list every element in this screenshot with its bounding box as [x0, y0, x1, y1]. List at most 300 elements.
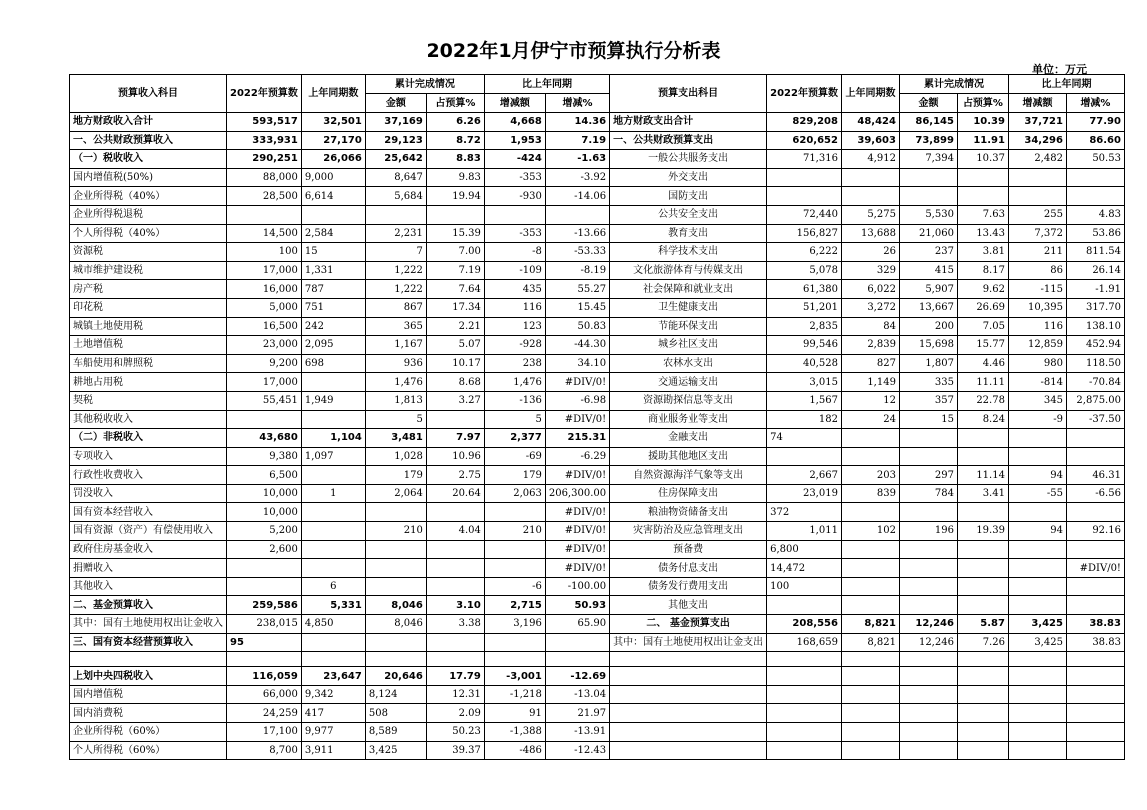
table-cell: -12.69: [545, 667, 609, 686]
table-cell: [957, 685, 1008, 704]
table-row: [70, 391, 1125, 410]
table-cell: [1066, 503, 1124, 522]
table-cell: 13,667: [899, 298, 957, 317]
table-cell: [1008, 652, 1066, 667]
table-cell: [957, 704, 1008, 723]
table-cell: 84: [841, 317, 899, 336]
table-cell: 1,813: [365, 391, 426, 410]
table-cell: 19.39: [957, 522, 1008, 541]
table-cell: 3,272: [841, 298, 899, 317]
table-row: [70, 667, 1125, 686]
table-cell: 13,688: [841, 224, 899, 243]
header-yoy: 比上年同期: [484, 75, 609, 94]
table-cell: 1,953: [484, 131, 545, 150]
table-cell: 城市维护建设税: [70, 261, 227, 280]
table-cell: 1,028: [365, 447, 426, 466]
table-cell: [957, 559, 1008, 578]
table-cell: 51,201: [767, 298, 842, 317]
table-cell: 1,476: [484, 373, 545, 392]
table-cell: [957, 187, 1008, 206]
table-row: [70, 723, 1125, 742]
table-cell: 86: [1008, 261, 1066, 280]
table-cell: -53.33: [545, 243, 609, 262]
table-cell: 751: [301, 298, 365, 317]
table-cell: -1.63: [545, 150, 609, 169]
table-cell: 827: [841, 354, 899, 373]
table-cell: 6.26: [426, 113, 484, 132]
table-cell: 5: [484, 410, 545, 429]
table-cell: 452.94: [1066, 336, 1124, 355]
table-cell: -115: [1008, 280, 1066, 299]
table-cell: 8.24: [957, 410, 1008, 429]
table-row: [70, 559, 1125, 578]
table-cell: 粮油物资储备支出: [610, 503, 767, 522]
table-cell: 839: [841, 484, 899, 503]
table-cell: [957, 723, 1008, 742]
table-cell: 19.94: [426, 187, 484, 206]
table-cell: [1066, 667, 1124, 686]
table-cell: [767, 723, 842, 742]
table-cell: 2,875.00: [1066, 391, 1124, 410]
table-cell: 其他收入: [70, 577, 227, 596]
table-cell: 企业所得税（40%）: [70, 187, 227, 206]
table-cell: 11.14: [957, 466, 1008, 485]
table-cell: 1: [301, 484, 365, 503]
table-cell: 86.60: [1066, 131, 1124, 150]
table-row: [70, 298, 1125, 317]
table-cell: -13.66: [545, 224, 609, 243]
table-cell: 290,251: [227, 150, 302, 169]
table-cell: 72,440: [767, 205, 842, 224]
table-cell: 8,647: [365, 168, 426, 187]
table-cell: -6.98: [545, 391, 609, 410]
table-cell: 32,501: [301, 113, 365, 132]
table-cell: #DIV/0!: [1066, 559, 1124, 578]
table-cell: 2,715: [484, 596, 545, 615]
table-cell: 5,275: [841, 205, 899, 224]
table-cell: 435: [484, 280, 545, 299]
table-cell: [1008, 596, 1066, 615]
table-cell: 40,528: [767, 354, 842, 373]
table-cell: 26.14: [1066, 261, 1124, 280]
table-cell: [899, 596, 957, 615]
table-cell: 317.70: [1066, 298, 1124, 317]
table-cell: 6,800: [767, 540, 842, 559]
table-cell: 38.83: [1066, 615, 1124, 634]
table-cell: [227, 410, 302, 429]
table-cell: 14.36: [545, 113, 609, 132]
table-cell: 7: [365, 243, 426, 262]
table-cell: #DIV/0!: [545, 410, 609, 429]
table-cell: 2,584: [301, 224, 365, 243]
table-cell: 259,586: [227, 596, 302, 615]
table-cell: [610, 667, 767, 686]
table-cell: 9,380: [227, 447, 302, 466]
table-row: [70, 317, 1125, 336]
table-cell: 77.90: [1066, 113, 1124, 132]
header-income-subject: 预算收入科目: [70, 75, 227, 113]
table-cell: [610, 704, 767, 723]
table-cell: 个人所得税（60%）: [70, 741, 227, 760]
table-cell: 7.64: [426, 280, 484, 299]
table-cell: 237: [899, 243, 957, 262]
table-cell: -37.50: [1066, 410, 1124, 429]
table-cell: [899, 652, 957, 667]
table-cell: 2,095: [301, 336, 365, 355]
table-cell: 15: [301, 243, 365, 262]
table-cell: 156,827: [767, 224, 842, 243]
table-cell: 74: [767, 429, 842, 448]
table-cell: 9.62: [957, 280, 1008, 299]
table-cell: 208,556: [767, 615, 842, 634]
table-cell: [841, 168, 899, 187]
table-cell: 102: [841, 522, 899, 541]
table-cell: 50.83: [545, 317, 609, 336]
table-cell: 印花税: [70, 298, 227, 317]
table-cell: [365, 540, 426, 559]
table-cell: [426, 633, 484, 652]
table-cell: [899, 667, 957, 686]
table-row: [70, 704, 1125, 723]
table-cell: 8.68: [426, 373, 484, 392]
table-cell: 5,331: [301, 596, 365, 615]
table-cell: 2,667: [767, 466, 842, 485]
table-cell: 88,000: [227, 168, 302, 187]
table-cell: [301, 466, 365, 485]
table-cell: 242: [301, 317, 365, 336]
table-cell: 4,912: [841, 150, 899, 169]
table-cell: -928: [484, 336, 545, 355]
header-amount: 金额: [365, 94, 426, 113]
table-cell: [1008, 685, 1066, 704]
table-cell: 196: [899, 522, 957, 541]
table-cell: 2.75: [426, 466, 484, 485]
table-cell: 15,698: [899, 336, 957, 355]
table-cell: 1,331: [301, 261, 365, 280]
table-cell: -6.56: [1066, 484, 1124, 503]
budget-table: [69, 74, 1125, 760]
table-cell: [1066, 704, 1124, 723]
table-cell: 27,170: [301, 131, 365, 150]
table-cell: 867: [365, 298, 426, 317]
table-cell: 3,015: [767, 373, 842, 392]
table-cell: 7.19: [426, 261, 484, 280]
table-cell: -12.43: [545, 741, 609, 760]
table-cell: 交通运输支出: [610, 373, 767, 392]
table-cell: 14,500: [227, 224, 302, 243]
table-cell: 企业所得税（60%）: [70, 723, 227, 742]
table-cell: 社会保障和就业支出: [610, 280, 767, 299]
table-cell: 3,425: [1008, 633, 1066, 652]
header-prior-year-exp: 上年同期数: [841, 75, 899, 113]
table-cell: 200: [899, 317, 957, 336]
table-cell: #DIV/0!: [545, 540, 609, 559]
table-cell: 86,145: [899, 113, 957, 132]
table-cell: [426, 652, 484, 667]
table-cell: [227, 577, 302, 596]
table-row: [70, 224, 1125, 243]
table-cell: 车船使用和牌照税: [70, 354, 227, 373]
table-cell: 255: [1008, 205, 1066, 224]
table-cell: 508: [365, 704, 426, 723]
table-cell: 15: [899, 410, 957, 429]
table-row: [70, 205, 1125, 224]
table-cell: [484, 540, 545, 559]
table-cell: 10,000: [227, 484, 302, 503]
table-cell: 4.46: [957, 354, 1008, 373]
table-cell: 8,046: [365, 596, 426, 615]
table-cell: [301, 540, 365, 559]
table-cell: 8.72: [426, 131, 484, 150]
table-cell: [1008, 741, 1066, 760]
table-cell: 3,196: [484, 615, 545, 634]
table-cell: [767, 187, 842, 206]
table-cell: [1008, 447, 1066, 466]
table-cell: [426, 205, 484, 224]
table-cell: 国内增值税(50%): [70, 168, 227, 187]
table-row: [70, 741, 1125, 760]
table-cell: -3.92: [545, 168, 609, 187]
table-cell: -14.06: [545, 187, 609, 206]
table-cell: 17,100: [227, 723, 302, 742]
table-cell: [365, 503, 426, 522]
table-cell: [365, 633, 426, 652]
table-cell: 11.11: [957, 373, 1008, 392]
table-cell: 203: [841, 466, 899, 485]
table-cell: 5,078: [767, 261, 842, 280]
table-cell: [767, 667, 842, 686]
table-cell: 专项收入: [70, 447, 227, 466]
table-cell: 2,064: [365, 484, 426, 503]
table-cell: [841, 187, 899, 206]
table-cell: 2,063: [484, 484, 545, 503]
table-cell: 168,659: [767, 633, 842, 652]
table-cell: [767, 704, 842, 723]
table-cell: 12,246: [899, 633, 957, 652]
table-cell: 372: [767, 503, 842, 522]
table-cell: 17.79: [426, 667, 484, 686]
table-cell: 95: [227, 633, 302, 652]
table-cell: 9,342: [301, 685, 365, 704]
table-row: [70, 410, 1125, 429]
table-cell: -424: [484, 150, 545, 169]
table-cell: 2,377: [484, 429, 545, 448]
table-cell: [899, 429, 957, 448]
table-cell: [767, 447, 842, 466]
table-cell: 46.31: [1066, 466, 1124, 485]
table-cell: [1008, 187, 1066, 206]
table-cell: [610, 652, 767, 667]
table-cell: 3.10: [426, 596, 484, 615]
table-cell: 55.27: [545, 280, 609, 299]
table-cell: 5,907: [899, 280, 957, 299]
table-cell: 66,000: [227, 685, 302, 704]
table-cell: [899, 577, 957, 596]
table-cell: [1066, 741, 1124, 760]
table-cell: 卫生健康支出: [610, 298, 767, 317]
table-cell: #DIV/0!: [545, 559, 609, 578]
table-cell: [1066, 577, 1124, 596]
table-row: [70, 685, 1125, 704]
table-cell: 金融支出: [610, 429, 767, 448]
table-cell: 城镇土地使用税: [70, 317, 227, 336]
table-cell: 8,589: [365, 723, 426, 742]
table-cell: 7.00: [426, 243, 484, 262]
table-cell: [1066, 596, 1124, 615]
table-cell: 一般公共服务支出: [610, 150, 767, 169]
table-cell: 14,472: [767, 559, 842, 578]
table-cell: 29,123: [365, 131, 426, 150]
table-cell: 73,899: [899, 131, 957, 150]
header-change-amount: 增减额: [484, 94, 545, 113]
table-cell: 3.38: [426, 615, 484, 634]
table-cell: [301, 410, 365, 429]
table-cell: 资源税: [70, 243, 227, 262]
table-cell: -109: [484, 261, 545, 280]
table-cell: [899, 741, 957, 760]
table-cell: 593,517: [227, 113, 302, 132]
table-cell: 6,022: [841, 280, 899, 299]
table-cell: [227, 559, 302, 578]
table-cell: -814: [1008, 373, 1066, 392]
table-cell: -353: [484, 224, 545, 243]
table-cell: 20,646: [365, 667, 426, 686]
header-cumulative: 累计完成情况: [365, 75, 484, 94]
table-cell: [767, 168, 842, 187]
table-cell: 7.26: [957, 633, 1008, 652]
table-cell: [70, 652, 227, 667]
table-cell: 9,200: [227, 354, 302, 373]
table-cell: 811.54: [1066, 243, 1124, 262]
header-change-pct-exp: 增减%: [1066, 94, 1124, 113]
table-cell: [841, 704, 899, 723]
table-cell: 24: [841, 410, 899, 429]
table-cell: [545, 205, 609, 224]
table-cell: 10,000: [227, 503, 302, 522]
table-cell: #DIV/0!: [545, 373, 609, 392]
table-cell: 8,700: [227, 741, 302, 760]
table-cell: 自然资源海洋气象等支出: [610, 466, 767, 485]
table-cell: 4.83: [1066, 205, 1124, 224]
table-cell: 1,011: [767, 522, 842, 541]
table-cell: [484, 503, 545, 522]
table-cell: 10.37: [957, 150, 1008, 169]
table-cell: 3,425: [365, 741, 426, 760]
table-cell: [1008, 429, 1066, 448]
table-cell: 3.41: [957, 484, 1008, 503]
table-cell: 政府住房基金收入: [70, 540, 227, 559]
table-cell: [301, 205, 365, 224]
table-cell: 教育支出: [610, 224, 767, 243]
table-cell: 1,807: [899, 354, 957, 373]
page-title: 2022年1月伊宁市预算执行分析表: [426, 40, 721, 62]
table-cell: -100.00: [545, 577, 609, 596]
table-cell: [767, 685, 842, 704]
table-cell: [545, 652, 609, 667]
table-cell: 23,647: [301, 667, 365, 686]
table-cell: 53.86: [1066, 224, 1124, 243]
table-cell: 37,169: [365, 113, 426, 132]
table-cell: 一、公共财政预算收入: [70, 131, 227, 150]
table-cell: [301, 559, 365, 578]
header-cumulative-exp: 累计完成情况: [899, 75, 1008, 94]
table-cell: 文化旅游体育与传媒支出: [610, 261, 767, 280]
table-cell: 12,246: [899, 615, 957, 634]
table-cell: #DIV/0!: [545, 503, 609, 522]
table-cell: [1008, 577, 1066, 596]
table-cell: [841, 685, 899, 704]
table-cell: （二）非税收入: [70, 429, 227, 448]
table-cell: 8,124: [365, 685, 426, 704]
header-amount-exp: 金额: [899, 94, 957, 113]
table-cell: 48,424: [841, 113, 899, 132]
table-cell: 行政性收费收入: [70, 466, 227, 485]
table-cell: 335: [899, 373, 957, 392]
table-cell: 238: [484, 354, 545, 373]
table-cell: -13.04: [545, 685, 609, 704]
table-cell: [1066, 187, 1124, 206]
table-cell: 6,222: [767, 243, 842, 262]
table-cell: 26.69: [957, 298, 1008, 317]
table-row: [70, 540, 1125, 559]
table-cell: [301, 652, 365, 667]
table-cell: 211: [1008, 243, 1066, 262]
table-cell: -55: [1008, 484, 1066, 503]
table-cell: 1,149: [841, 373, 899, 392]
table-row: [70, 596, 1125, 615]
table-cell: 其中：国有土地使用权出让金收入: [70, 615, 227, 634]
table-cell: [610, 723, 767, 742]
table-cell: [957, 447, 1008, 466]
table-cell: -930: [484, 187, 545, 206]
table-cell: 6: [301, 577, 365, 596]
table-row: [70, 466, 1125, 485]
table-cell: [1066, 168, 1124, 187]
table-cell: [957, 168, 1008, 187]
table-cell: 耕地占用税: [70, 373, 227, 392]
table-cell: 7.05: [957, 317, 1008, 336]
table-row: [70, 429, 1125, 448]
table-row: [70, 615, 1125, 634]
table-cell: 债务发行费用支出: [610, 577, 767, 596]
table-cell: [841, 503, 899, 522]
table-cell: 39.37: [426, 741, 484, 760]
table-row: [70, 633, 1125, 652]
table-cell: -486: [484, 741, 545, 760]
table-cell: 外交支出: [610, 168, 767, 187]
table-cell: [899, 704, 957, 723]
table-cell: -69: [484, 447, 545, 466]
unit-label: 单位：万元: [1032, 63, 1087, 76]
table-cell: 二、基金预算收入: [70, 596, 227, 615]
table-cell: 契税: [70, 391, 227, 410]
table-cell: 地方财政支出合计: [610, 113, 767, 132]
table-cell: 210: [365, 522, 426, 541]
table-cell: [1008, 540, 1066, 559]
table-cell: 8,821: [841, 633, 899, 652]
table-cell: 417: [301, 704, 365, 723]
table-cell: [484, 633, 545, 652]
table-row: [70, 150, 1125, 169]
table-cell: [301, 373, 365, 392]
table-cell: [301, 503, 365, 522]
table-cell: 698: [301, 354, 365, 373]
table-cell: 39,603: [841, 131, 899, 150]
table-row: [70, 652, 1125, 667]
table-cell: 21,060: [899, 224, 957, 243]
table-cell: [545, 633, 609, 652]
table-cell: [227, 205, 302, 224]
